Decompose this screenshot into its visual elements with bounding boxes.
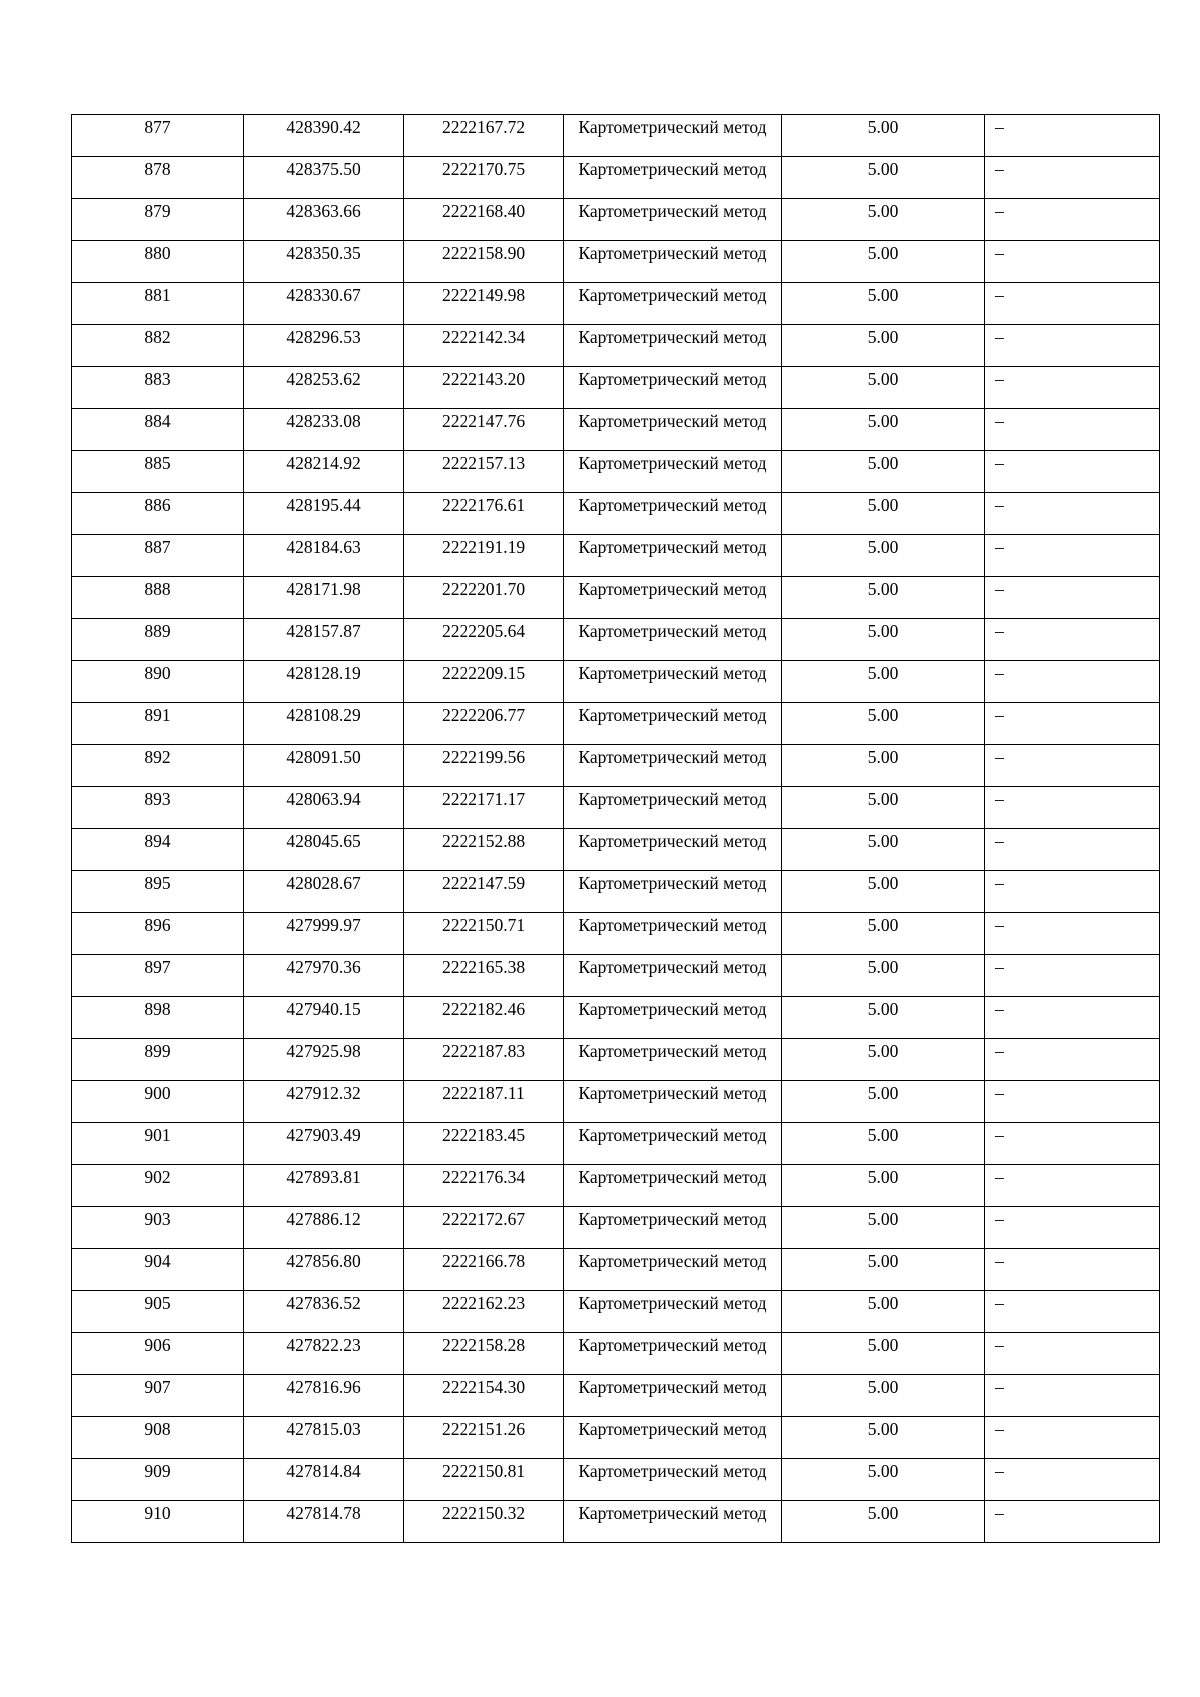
x-coordinate-cell: 427886.12 — [244, 1207, 404, 1249]
note-cell: – — [985, 913, 1160, 955]
point-number-cell: 889 — [72, 619, 244, 661]
method-cell: Картометрический метод — [564, 829, 782, 871]
table-row — [72, 871, 1160, 913]
accuracy-cell: 5.00 — [782, 241, 985, 283]
y-coordinate-cell: 2222176.61 — [404, 493, 564, 535]
x-coordinate-cell: 428184.63 — [244, 535, 404, 577]
table-row — [72, 1081, 1160, 1123]
note-cell: – — [985, 577, 1160, 619]
note-cell: – — [985, 451, 1160, 493]
method-cell: Картометрический метод — [564, 535, 782, 577]
table-row — [72, 1165, 1160, 1207]
x-coordinate-cell: 428350.35 — [244, 241, 404, 283]
point-number-cell: 906 — [72, 1333, 244, 1375]
x-coordinate-cell: 428375.50 — [244, 157, 404, 199]
method-cell: Картометрический метод — [564, 409, 782, 451]
point-number-cell: 909 — [72, 1459, 244, 1501]
accuracy-cell: 5.00 — [782, 283, 985, 325]
x-coordinate-cell: 428028.67 — [244, 871, 404, 913]
table-row — [72, 199, 1160, 241]
table-row — [72, 1459, 1160, 1501]
point-number-cell: 904 — [72, 1249, 244, 1291]
x-coordinate-cell: 428091.50 — [244, 745, 404, 787]
table-row — [72, 997, 1160, 1039]
table-row — [72, 409, 1160, 451]
accuracy-cell: 5.00 — [782, 787, 985, 829]
table-row — [72, 1039, 1160, 1081]
x-coordinate-cell: 427816.96 — [244, 1375, 404, 1417]
accuracy-cell: 5.00 — [782, 451, 985, 493]
method-cell: Картометрический метод — [564, 703, 782, 745]
method-cell: Картометрический метод — [564, 1375, 782, 1417]
note-cell: – — [985, 1417, 1160, 1459]
x-coordinate-cell: 427814.78 — [244, 1501, 404, 1543]
point-number-cell: 894 — [72, 829, 244, 871]
x-coordinate-cell: 427822.23 — [244, 1333, 404, 1375]
note-cell: – — [985, 745, 1160, 787]
note-cell: – — [985, 1291, 1160, 1333]
note-cell: – — [985, 829, 1160, 871]
y-coordinate-cell: 2222206.77 — [404, 703, 564, 745]
y-coordinate-cell: 2222147.76 — [404, 409, 564, 451]
note-cell: – — [985, 283, 1160, 325]
point-number-cell: 890 — [72, 661, 244, 703]
note-cell: – — [985, 787, 1160, 829]
note-cell: – — [985, 241, 1160, 283]
method-cell: Картометрический метод — [564, 115, 782, 157]
accuracy-cell: 5.00 — [782, 1459, 985, 1501]
method-cell: Картометрический метод — [564, 241, 782, 283]
accuracy-cell: 5.00 — [782, 367, 985, 409]
table-row — [72, 913, 1160, 955]
note-cell: – — [985, 1249, 1160, 1291]
y-coordinate-cell: 2222205.64 — [404, 619, 564, 661]
method-cell: Картометрический метод — [564, 1123, 782, 1165]
table-row — [72, 493, 1160, 535]
point-number-cell: 907 — [72, 1375, 244, 1417]
y-coordinate-cell: 2222183.45 — [404, 1123, 564, 1165]
point-number-cell: 884 — [72, 409, 244, 451]
y-coordinate-cell: 2222157.13 — [404, 451, 564, 493]
accuracy-cell: 5.00 — [782, 157, 985, 199]
x-coordinate-cell: 427836.52 — [244, 1291, 404, 1333]
y-coordinate-cell: 2222187.83 — [404, 1039, 564, 1081]
table-row — [72, 1375, 1160, 1417]
point-number-cell: 900 — [72, 1081, 244, 1123]
point-number-cell: 886 — [72, 493, 244, 535]
method-cell: Картометрический метод — [564, 1165, 782, 1207]
accuracy-cell: 5.00 — [782, 1375, 985, 1417]
accuracy-cell: 5.00 — [782, 409, 985, 451]
table-row — [72, 1249, 1160, 1291]
method-cell: Картометрический метод — [564, 745, 782, 787]
y-coordinate-cell: 2222142.34 — [404, 325, 564, 367]
accuracy-cell: 5.00 — [782, 745, 985, 787]
point-number-cell: 879 — [72, 199, 244, 241]
x-coordinate-cell: 428233.08 — [244, 409, 404, 451]
note-cell: – — [985, 199, 1160, 241]
point-number-cell: 910 — [72, 1501, 244, 1543]
point-number-cell: 898 — [72, 997, 244, 1039]
point-number-cell: 895 — [72, 871, 244, 913]
x-coordinate-cell: 428330.67 — [244, 283, 404, 325]
accuracy-cell: 5.00 — [782, 577, 985, 619]
note-cell: – — [985, 1165, 1160, 1207]
table-row — [72, 241, 1160, 283]
point-number-cell: 888 — [72, 577, 244, 619]
accuracy-cell: 5.00 — [782, 1501, 985, 1543]
x-coordinate-cell: 428195.44 — [244, 493, 404, 535]
x-coordinate-cell: 427999.97 — [244, 913, 404, 955]
accuracy-cell: 5.00 — [782, 913, 985, 955]
method-cell: Картометрический метод — [564, 661, 782, 703]
point-number-cell: 885 — [72, 451, 244, 493]
y-coordinate-cell: 2222158.90 — [404, 241, 564, 283]
point-number-cell: 905 — [72, 1291, 244, 1333]
x-coordinate-cell: 427856.80 — [244, 1249, 404, 1291]
method-cell: Картометрический метод — [564, 619, 782, 661]
y-coordinate-cell: 2222150.32 — [404, 1501, 564, 1543]
point-number-cell: 893 — [72, 787, 244, 829]
note-cell: – — [985, 409, 1160, 451]
x-coordinate-cell: 428363.66 — [244, 199, 404, 241]
y-coordinate-cell: 2222209.15 — [404, 661, 564, 703]
y-coordinate-cell: 2222152.88 — [404, 829, 564, 871]
table-row — [72, 115, 1160, 157]
table-row — [72, 325, 1160, 367]
point-number-cell: 887 — [72, 535, 244, 577]
y-coordinate-cell: 2222182.46 — [404, 997, 564, 1039]
method-cell: Картометрический метод — [564, 367, 782, 409]
x-coordinate-cell: 428063.94 — [244, 787, 404, 829]
note-cell: – — [985, 1459, 1160, 1501]
y-coordinate-cell: 2222150.71 — [404, 913, 564, 955]
y-coordinate-cell: 2222151.26 — [404, 1417, 564, 1459]
y-coordinate-cell: 2222167.72 — [404, 115, 564, 157]
accuracy-cell: 5.00 — [782, 703, 985, 745]
point-number-cell: 891 — [72, 703, 244, 745]
x-coordinate-cell: 428390.42 — [244, 115, 404, 157]
table-row — [72, 1417, 1160, 1459]
table-row — [72, 745, 1160, 787]
note-cell: – — [985, 1501, 1160, 1543]
accuracy-cell: 5.00 — [782, 997, 985, 1039]
note-cell: – — [985, 1081, 1160, 1123]
method-cell: Картометрический метод — [564, 1459, 782, 1501]
y-coordinate-cell: 2222172.67 — [404, 1207, 564, 1249]
y-coordinate-cell: 2222187.11 — [404, 1081, 564, 1123]
table-row — [72, 535, 1160, 577]
table-body — [72, 115, 1160, 1543]
point-number-cell: 908 — [72, 1417, 244, 1459]
x-coordinate-cell: 428171.98 — [244, 577, 404, 619]
point-number-cell: 883 — [72, 367, 244, 409]
y-coordinate-cell: 2222168.40 — [404, 199, 564, 241]
table-row — [72, 451, 1160, 493]
accuracy-cell: 5.00 — [782, 871, 985, 913]
method-cell: Картометрический метод — [564, 1501, 782, 1543]
accuracy-cell: 5.00 — [782, 1249, 985, 1291]
accuracy-cell: 5.00 — [782, 1039, 985, 1081]
method-cell: Картометрический метод — [564, 871, 782, 913]
method-cell: Картометрический метод — [564, 913, 782, 955]
method-cell: Картометрический метод — [564, 1417, 782, 1459]
note-cell: – — [985, 1333, 1160, 1375]
x-coordinate-cell: 428128.19 — [244, 661, 404, 703]
table-row — [72, 619, 1160, 661]
method-cell: Картометрический метод — [564, 577, 782, 619]
method-cell: Картометрический метод — [564, 1081, 782, 1123]
accuracy-cell: 5.00 — [782, 619, 985, 661]
note-cell: – — [985, 1207, 1160, 1249]
method-cell: Картометрический метод — [564, 1039, 782, 1081]
point-number-cell: 903 — [72, 1207, 244, 1249]
table-row — [72, 703, 1160, 745]
point-number-cell: 897 — [72, 955, 244, 997]
x-coordinate-cell: 427893.81 — [244, 1165, 404, 1207]
accuracy-cell: 5.00 — [782, 661, 985, 703]
method-cell: Картометрический метод — [564, 157, 782, 199]
x-coordinate-cell: 427815.03 — [244, 1417, 404, 1459]
table-row — [72, 1333, 1160, 1375]
point-number-cell: 892 — [72, 745, 244, 787]
method-cell: Картометрический метод — [564, 451, 782, 493]
table-row — [72, 829, 1160, 871]
y-coordinate-cell: 2222147.59 — [404, 871, 564, 913]
point-number-cell: 877 — [72, 115, 244, 157]
table-row — [72, 577, 1160, 619]
accuracy-cell: 5.00 — [782, 829, 985, 871]
accuracy-cell: 5.00 — [782, 1333, 985, 1375]
point-number-cell: 880 — [72, 241, 244, 283]
point-number-cell: 896 — [72, 913, 244, 955]
x-coordinate-cell: 427940.15 — [244, 997, 404, 1039]
x-coordinate-cell: 428157.87 — [244, 619, 404, 661]
x-coordinate-cell: 428253.62 — [244, 367, 404, 409]
y-coordinate-cell: 2222191.19 — [404, 535, 564, 577]
x-coordinate-cell: 427814.84 — [244, 1459, 404, 1501]
method-cell: Картометрический метод — [564, 493, 782, 535]
x-coordinate-cell: 427903.49 — [244, 1123, 404, 1165]
y-coordinate-cell: 2222149.98 — [404, 283, 564, 325]
accuracy-cell: 5.00 — [782, 1165, 985, 1207]
table-row — [72, 1291, 1160, 1333]
x-coordinate-cell: 427912.32 — [244, 1081, 404, 1123]
table-row — [72, 955, 1160, 997]
y-coordinate-cell: 2222154.30 — [404, 1375, 564, 1417]
accuracy-cell: 5.00 — [782, 1123, 985, 1165]
table-row — [72, 367, 1160, 409]
note-cell: – — [985, 619, 1160, 661]
y-coordinate-cell: 2222143.20 — [404, 367, 564, 409]
note-cell: – — [985, 1039, 1160, 1081]
accuracy-cell: 5.00 — [782, 535, 985, 577]
y-coordinate-cell: 2222199.56 — [404, 745, 564, 787]
note-cell: – — [985, 703, 1160, 745]
point-number-cell: 902 — [72, 1165, 244, 1207]
table-row — [72, 1123, 1160, 1165]
method-cell: Картометрический метод — [564, 325, 782, 367]
accuracy-cell: 5.00 — [782, 1417, 985, 1459]
note-cell: – — [985, 535, 1160, 577]
method-cell: Картометрический метод — [564, 1207, 782, 1249]
method-cell: Картометрический метод — [564, 199, 782, 241]
y-coordinate-cell: 2222176.34 — [404, 1165, 564, 1207]
y-coordinate-cell: 2222166.78 — [404, 1249, 564, 1291]
x-coordinate-cell: 428214.92 — [244, 451, 404, 493]
note-cell: – — [985, 661, 1160, 703]
accuracy-cell: 5.00 — [782, 199, 985, 241]
note-cell: – — [985, 1123, 1160, 1165]
note-cell: – — [985, 871, 1160, 913]
note-cell: – — [985, 955, 1160, 997]
table-row — [72, 157, 1160, 199]
method-cell: Картометрический метод — [564, 283, 782, 325]
y-coordinate-cell: 2222165.38 — [404, 955, 564, 997]
x-coordinate-cell: 427925.98 — [244, 1039, 404, 1081]
coordinates-table — [71, 114, 1160, 1543]
accuracy-cell: 5.00 — [782, 1081, 985, 1123]
note-cell: – — [985, 115, 1160, 157]
y-coordinate-cell: 2222150.81 — [404, 1459, 564, 1501]
note-cell: – — [985, 1375, 1160, 1417]
x-coordinate-cell: 428045.65 — [244, 829, 404, 871]
point-number-cell: 901 — [72, 1123, 244, 1165]
table-row — [72, 1501, 1160, 1543]
point-number-cell: 881 — [72, 283, 244, 325]
x-coordinate-cell: 427970.36 — [244, 955, 404, 997]
accuracy-cell: 5.00 — [782, 325, 985, 367]
x-coordinate-cell: 428108.29 — [244, 703, 404, 745]
method-cell: Картометрический метод — [564, 1333, 782, 1375]
note-cell: – — [985, 493, 1160, 535]
table-row — [72, 661, 1160, 703]
y-coordinate-cell: 2222171.17 — [404, 787, 564, 829]
accuracy-cell: 5.00 — [782, 115, 985, 157]
method-cell: Картометрический метод — [564, 787, 782, 829]
accuracy-cell: 5.00 — [782, 1207, 985, 1249]
y-coordinate-cell: 2222162.23 — [404, 1291, 564, 1333]
point-number-cell: 899 — [72, 1039, 244, 1081]
note-cell: – — [985, 325, 1160, 367]
method-cell: Картометрический метод — [564, 1249, 782, 1291]
y-coordinate-cell: 2222201.70 — [404, 577, 564, 619]
note-cell: – — [985, 157, 1160, 199]
accuracy-cell: 5.00 — [782, 493, 985, 535]
point-number-cell: 878 — [72, 157, 244, 199]
method-cell: Картометрический метод — [564, 997, 782, 1039]
accuracy-cell: 5.00 — [782, 955, 985, 997]
note-cell: – — [985, 997, 1160, 1039]
table-row — [72, 1207, 1160, 1249]
table-row — [72, 283, 1160, 325]
accuracy-cell: 5.00 — [782, 1291, 985, 1333]
point-number-cell: 882 — [72, 325, 244, 367]
x-coordinate-cell: 428296.53 — [244, 325, 404, 367]
method-cell: Картометрический метод — [564, 1291, 782, 1333]
y-coordinate-cell: 2222158.28 — [404, 1333, 564, 1375]
method-cell: Картометрический метод — [564, 955, 782, 997]
y-coordinate-cell: 2222170.75 — [404, 157, 564, 199]
table-row — [72, 787, 1160, 829]
note-cell: – — [985, 367, 1160, 409]
